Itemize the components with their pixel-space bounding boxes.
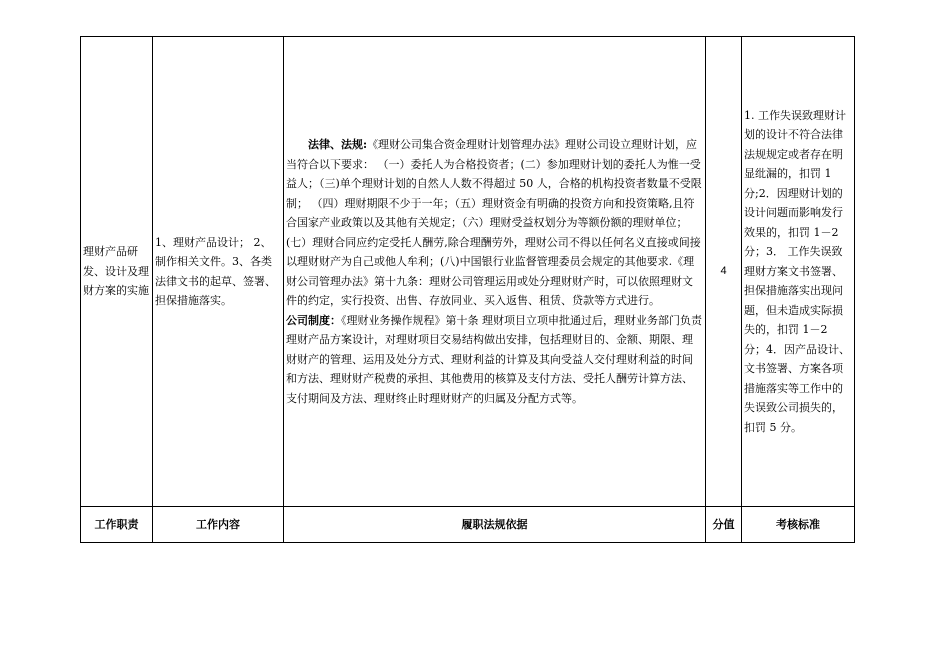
score-cell: 4 — [706, 37, 742, 507]
law-heading: 法律、法规: — [308, 138, 368, 151]
criteria-cell: 1. 工作失误致理财计划的设计不符合法律法规规定或者存在明显纰漏的，扣罚 1 分;2．因理财计划的设计问题而影响发行效果的，扣罚 1－2 分；3． 工作失误致理财方案文书签署、担保措施落实出现问题，但未造成实际损失的，扣罚 1－2 分；4．因产品设计、文书签署、方案各项措施落实等工作中的失误致公司损失的，扣罚 5 分。 — [742, 37, 855, 507]
policy-text: 《理财业务操作规程》第十条 理财项目立项申批通过后，理财业务部门负责理财产品方案设计，对理财项目交易结构做出安排，包括理财目的、金额、期限、理财财产的管理、运用及处分方式、理财利益的计算及其向受益人交付理财利益的时间和方法、理财财产税费的承担、其他费用的核算及支付方法、受托人酬劳计算方法、支付期间及方法、理财终止时理财财产的归属及分配方式等。 — [286, 313, 702, 405]
responsibility-table — [80, 36, 855, 543]
legal-basis-cell — [284, 37, 706, 507]
header-work-content: 工作内容 — [153, 507, 284, 543]
table-row — [81, 37, 855, 507]
work-content-cell: 1、理财产品设计； 2、制作相关文件。3、各类法律文书的起草、签署、担保措施落实。 — [153, 37, 284, 507]
header-criteria: 考核标准 — [742, 507, 855, 543]
header-legal-basis: 履职法规依据 — [284, 507, 706, 543]
header-duty: 工作职责 — [81, 507, 153, 543]
duty-cell: 理财产品研发、设计及理财方案的实施 — [81, 37, 153, 507]
law-text: 《理财公司集合资金理财计划管理办法》理财公司设立理财计划，应当符合以下要求： （一）委托人为合格投资者；(二）参加理财计划的委托人为惟一受益人；（三)单个理财计划的自然人人数不得超过 50 人，合格的机构投资者数量不受限制； （四）理财期限不少于一年；（五）理财资金有明确的投资方向和投资策略,且符合国家产业政策以及其他有关规定；（六）理财受益权划分为等额份额的理财单位； (七）理财合同应约定受托人酬劳,除合理酬劳外，理财公司不得以任何名义直接或间接以理财财产为自己或他人牟利；(八)中国银行业监督管理委员会规定的其他要求.《理财公司管理办法》第十九条：理财公司管理运用或处分理财财产时，可以依照理财文件的约定，实行投资、出售、存放同业、买入返售、租赁、贷款等方式进行。 — [286, 138, 702, 307]
header-row — [81, 507, 855, 543]
policy-paragraph — [286, 311, 703, 409]
policy-heading: 公司制度： — [286, 313, 341, 327]
law-paragraph — [286, 135, 703, 311]
header-score: 分值 — [706, 507, 742, 543]
